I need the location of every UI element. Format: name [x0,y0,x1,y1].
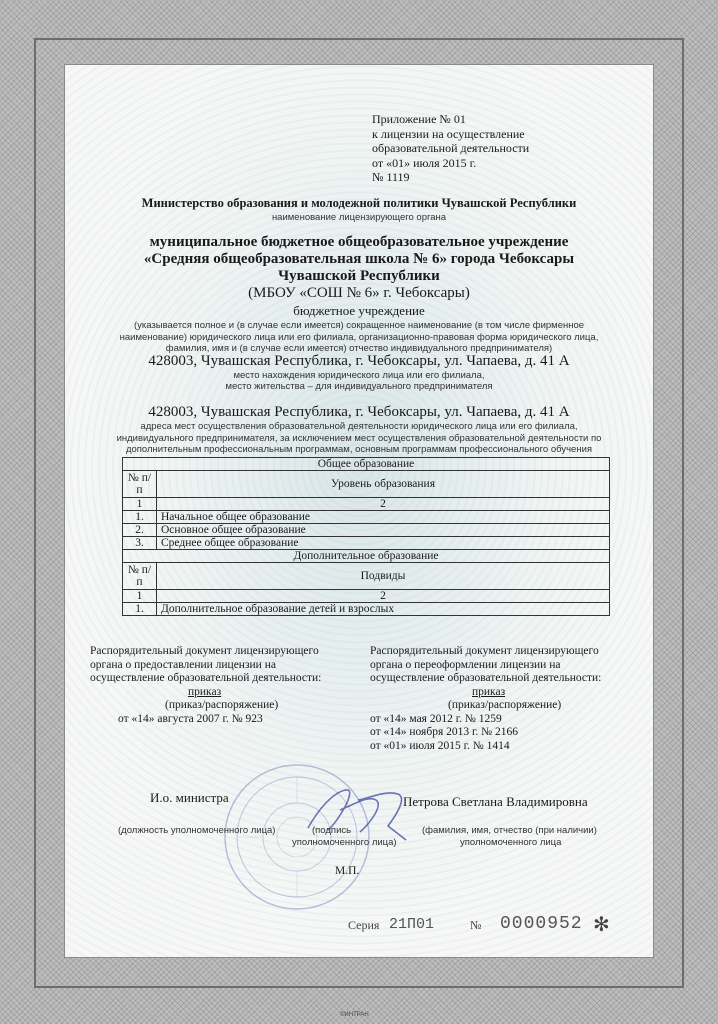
order-text: органа о предоставлении лицензии на [90,658,276,671]
signer-name-caption: уполномоченного лица [460,837,562,848]
order-type-caption: (приказ/распоряжение) [448,699,562,711]
table-cell-num: 1. [123,603,157,616]
series-label: Серия [348,918,380,932]
table-row [123,537,610,550]
order-reissue-block [370,645,601,753]
table-header-subtypes: Подвиды [157,563,610,590]
table-cell-name: Дополнительное образование детей и взрослых [157,603,610,616]
order-text: осуществление образовательной деятельности: [90,672,322,684]
order-type: приказ [472,685,506,698]
organization-name-line: «Средняя общеобразовательная школа № 6» города Чебоксары [143,251,575,267]
table-cell-num: 2. [123,524,157,537]
table-header-level: Уровень образования [157,471,610,498]
table-row [123,603,610,616]
number-sign: № [470,918,482,932]
table-index-cell: 1 [123,590,157,603]
organization-type: бюджетное учреждение [293,303,425,318]
location-caption: место жительства – для индивидуального предпринимателя [225,381,493,392]
appendix-block [372,112,529,185]
location-address: 428003, Чувашская Республика, г. Чебоксары, ул. Чапаева, д. 41 А [148,353,570,369]
stamp-place: М.П. [335,865,360,877]
order-date: от «14» мая 2012 г. № 1259 [370,712,502,725]
order-grant-block [90,645,321,726]
organization-name-line: Чувашской Республики [278,268,440,284]
table-index-cell: 2 [157,590,610,603]
appendix-line: к лицензии на осуществление [372,126,525,141]
table-cell-num: 1. [123,511,157,524]
table-cell-name: Начальное общее образование [157,511,610,524]
order-text: органа о переоформлении лицензии на [370,658,561,671]
table-cell-name: Среднее общее образование [157,537,610,550]
appendix-line: № 1119 [372,170,410,184]
order-date: от «01» июля 2015 г. № 1414 [370,739,510,752]
series-value: 21П01 [389,916,435,933]
table-cell-num: 3. [123,537,157,550]
activity-address: 428003, Чувашская Республика, г. Чебоксары, ул. Чапаева, д. 41 А [148,404,570,420]
table-section-title: Общее образование [123,458,610,471]
signer-name-caption: (фамилия, имя, отчество (при наличии) [422,825,597,836]
table-header-num: № п/п [123,563,157,590]
order-text: осуществление образовательной деятельности: [370,672,602,684]
organization-name-line: муниципальное бюджетное общеобразовательное учреждение [149,234,569,250]
appendix-line: образовательной деятельности [372,141,530,155]
star-icon: ✻ [593,914,610,936]
order-type-caption: (приказ/распоряжение) [165,699,279,711]
table-header-num: № п/п [123,471,157,498]
signer-role-caption: (должность уполномоченного лица) [118,825,276,836]
table-index-cell: 2 [157,498,610,511]
order-type: приказ [188,685,222,698]
ministry-name: Министерство образования и молодежной политики Чувашской Республики [141,196,577,210]
appendix-line: от «01» июля 2015 г. [372,155,477,170]
location-caption: место нахождения юридического лица или его филиала, [233,370,485,381]
organization-short-name: (МБОУ «СОШ № 6» г. Чебоксары) [248,285,470,301]
table-cell-name: Основное общее образование [157,524,610,537]
table-section-title: Дополнительное образование [123,550,610,563]
signer-name: Петрова Светлана Владимировна [403,794,588,809]
signature-caption: уполномоченного лица) [292,837,397,848]
order-date: от «14» ноября 2013 г. № 2166 [370,726,519,738]
table-row [123,524,610,537]
programs-table [122,457,610,616]
appendix-line: Приложение № 01 [372,112,466,126]
order-text: Распорядительный документ лицензирующего [90,645,319,657]
printer-mark: ©ИНТРАН [340,1012,369,1018]
organization-caption: (указывается полное и (в случае если имеется) сокращенное наименование (в том числе фирменное наименование) юридического лица или его филиала, организационно-правовая форма юридического лица, фамилия, имя и (в случае если имеется) отчество индивидуального предпринимателя) [119,320,599,354]
serial-number: 0000952 [500,914,583,934]
signer-role: И.о. министра [150,790,229,805]
order-text: Распорядительный документ лицензирующего [370,645,599,657]
activity-caption: адреса мест осуществления образовательной деятельности юридического лица или его филиала, индивидуального предпринимателя, за исключением мест осуществления образовательной деятельности по дополнительным профессиональным программам, основным программам профессионального обучения [116,421,602,455]
order-date: от «14» августа 2007 г. № 923 [118,712,263,725]
table-index-cell: 1 [123,498,157,511]
signature-caption: (подпись [312,825,352,836]
table-row [123,511,610,524]
ministry-caption: наименование лицензирующего органа [271,212,447,223]
